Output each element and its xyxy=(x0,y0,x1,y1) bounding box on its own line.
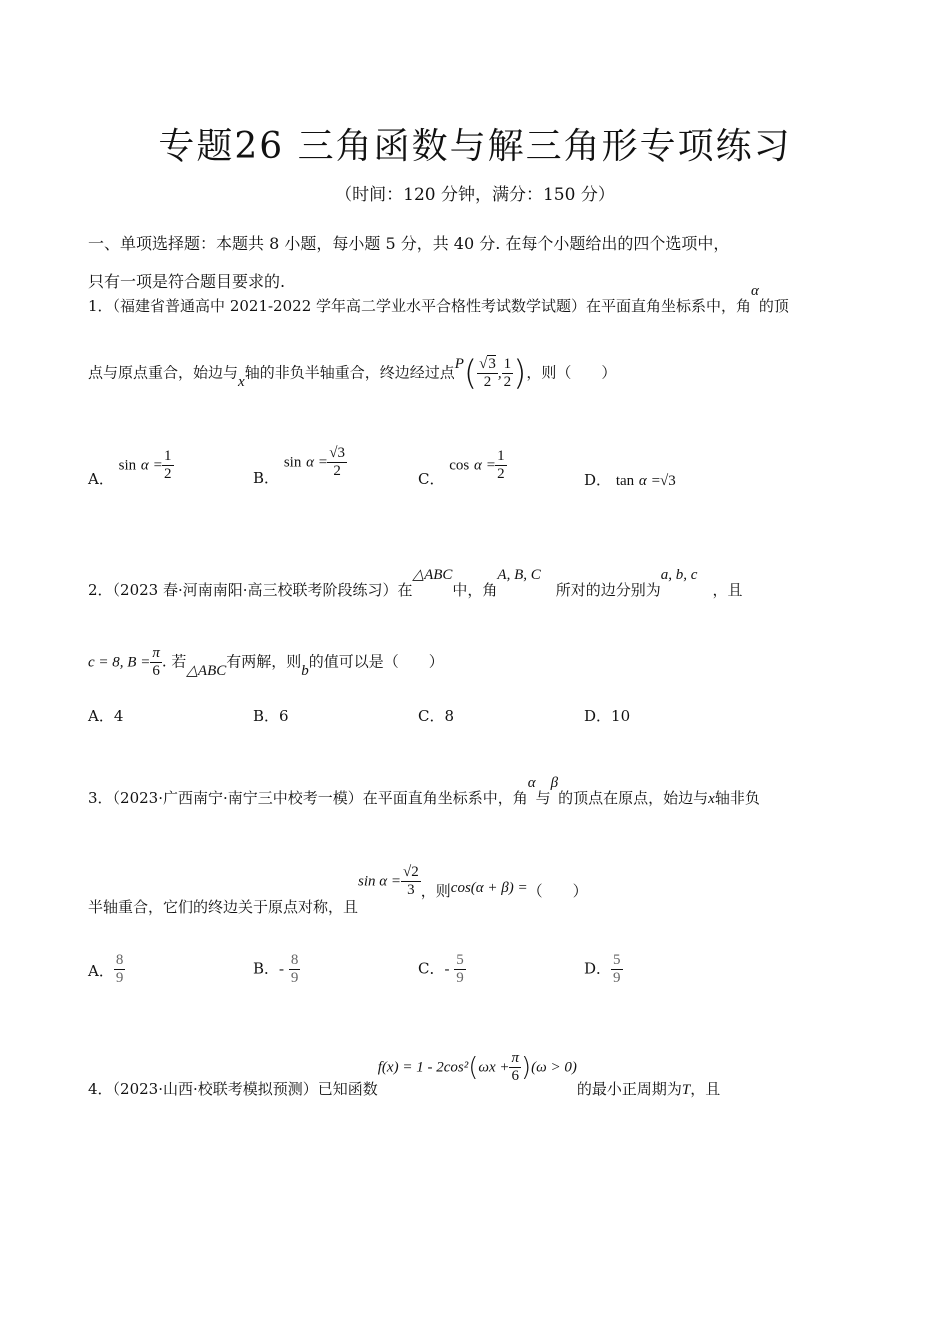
q3-option-a[interactable]: A． $\frac{8}{9}$ xyxy=(88,952,124,986)
q3-number: 3． xyxy=(88,789,113,807)
q2-option-b[interactable]: B．6 xyxy=(253,707,289,725)
q2-pi-over-6: $\frac{\pi}{6}$ xyxy=(152,645,160,679)
q3-beta: β xyxy=(550,775,559,791)
q1-left-paren: ( xyxy=(463,353,478,394)
q2-text-a: . 若 xyxy=(161,652,187,671)
q2-text-d: ，且 xyxy=(712,581,743,599)
q3-line2 xyxy=(88,864,588,916)
q3-sin-alpha: sin α = xyxy=(358,873,402,890)
q1-option-d[interactable]: D． tan α =√3 xyxy=(584,471,676,489)
q2-sides: a, b, c xyxy=(660,567,698,583)
q2-number: 2． xyxy=(88,581,113,599)
q1-source: （福建省普通高中 2021-2022 学年高二学业水平合格性考试数学试题）在平面直角坐标系中，角 xyxy=(112,297,752,315)
q4-T: T xyxy=(681,1081,691,1098)
q3-x-var: x xyxy=(708,791,715,807)
q4-omega-cond: (ω > 0) xyxy=(531,1059,577,1076)
q3-text-c: 轴非负 xyxy=(714,789,760,807)
q1-line1 xyxy=(88,283,789,317)
q2-text-b: 中，角 xyxy=(452,581,498,599)
q1-point-x-fraction: $\frac{√3}{2}$ xyxy=(479,356,496,390)
q4-pi-over-6: $\frac{\pi}{6}$ xyxy=(511,1050,519,1084)
q1-point-comma: , xyxy=(497,365,502,382)
q4-inner: ωx + xyxy=(478,1059,510,1076)
q2-option-c[interactable]: C．8 xyxy=(418,707,455,725)
q3-text-b2: ，则 xyxy=(420,881,451,900)
section-heading-line1: 一、单项选择题：本题共 8 小题，每小题 5 分，共 40 分. 在每个小题给出的四个选项中， xyxy=(88,234,730,253)
q4-right-paren: ) xyxy=(521,1052,532,1083)
q1-number: 1． xyxy=(88,297,113,315)
q3-option-d[interactable]: D． $\frac{5}{9}$ xyxy=(584,952,621,986)
q2-triangle: △ABC xyxy=(412,567,453,583)
q2-b-var: b xyxy=(301,662,309,679)
exam-info: （时间：120 分钟，满分：150 分） xyxy=(335,185,615,205)
q2-text-b2: 有两解，则 xyxy=(226,652,302,671)
q4-function: f(x) = 1 - 2cos² xyxy=(377,1059,469,1076)
q1-x-var: x xyxy=(238,373,245,390)
q4-line1 xyxy=(88,1050,721,1098)
q2-text-c: 所对的边分别为 xyxy=(555,581,661,599)
q3-option-b[interactable]: B．- $\frac{8}{9}$ xyxy=(253,952,299,986)
q4-source: （2023·山西·校联考模拟预测）已知函数 xyxy=(112,1079,378,1098)
q3-line1 xyxy=(88,775,760,809)
q2-triangle-2: △ABC xyxy=(186,662,227,679)
q4-number: 4． xyxy=(88,1079,113,1098)
q1-alpha: α xyxy=(751,283,759,299)
q1-option-b[interactable]: B． sin α = $\frac{√3}{2}$ xyxy=(253,445,345,487)
q1-option-c[interactable]: C． cos α = $\frac{1}{2}$ xyxy=(418,448,505,488)
section-heading-line2: 只有一项是符合题目要求的. xyxy=(88,272,286,291)
q3-fraction: $\frac{√2}{3}$ xyxy=(403,864,419,898)
q2-option-d[interactable]: D．10 xyxy=(584,707,631,725)
q2-line2 xyxy=(88,645,444,680)
q1-line2 xyxy=(88,353,617,394)
q3-source: （2023·广西南宁·南宁三中校考一模）在平面直角坐标系中，角 xyxy=(112,789,528,807)
q1-text-c: ，则（ ） xyxy=(526,363,617,382)
q3-text-b: 的顶点在原点，始边与 xyxy=(558,789,709,807)
q2-option-a[interactable]: A．4 xyxy=(88,707,124,725)
q1-text-a: 点与原点重合，始边与 xyxy=(88,363,239,382)
q2-text-c2: 的值可以是（ ） xyxy=(308,652,444,671)
q2-condition: c = 8, B = xyxy=(88,654,151,671)
q3-alpha: α xyxy=(527,775,536,791)
q2-line1 xyxy=(88,567,743,601)
q4-left-paren: ( xyxy=(468,1052,479,1083)
q4-text-c: ，且 xyxy=(690,1079,721,1098)
q2-source: （2023 春·河南南阳·高三校联考阶段练习）在 xyxy=(112,581,413,599)
q3-text-a: 半轴重合，它们的终边关于原点对称，且 xyxy=(88,897,359,916)
q1-point-y-fraction: $\frac{1}{2}$ xyxy=(503,356,512,390)
q3-cos-expr: cos(α + β) = xyxy=(450,879,528,896)
q1-text-b: 轴的非负半轴重合，终边经过点 xyxy=(244,363,455,382)
q3-option-c[interactable]: C．- $\frac{5}{9}$ xyxy=(418,952,464,986)
q4-text-b: 的最小正周期为 xyxy=(576,1079,682,1098)
q3-text-c2: （ ） xyxy=(527,881,588,900)
q1-right-paren: ) xyxy=(513,353,527,394)
q1-point-p: P xyxy=(454,355,464,372)
q1-text-end: 的顶 xyxy=(758,297,789,315)
q1-option-a[interactable]: A． sin α = $\frac{1}{2}$ xyxy=(88,448,172,488)
page-title: 专题26 三角函数与解三角形专项练习 xyxy=(158,126,792,167)
q2-angles: A, B, C xyxy=(497,567,541,583)
q3-with: 与 xyxy=(535,789,551,807)
